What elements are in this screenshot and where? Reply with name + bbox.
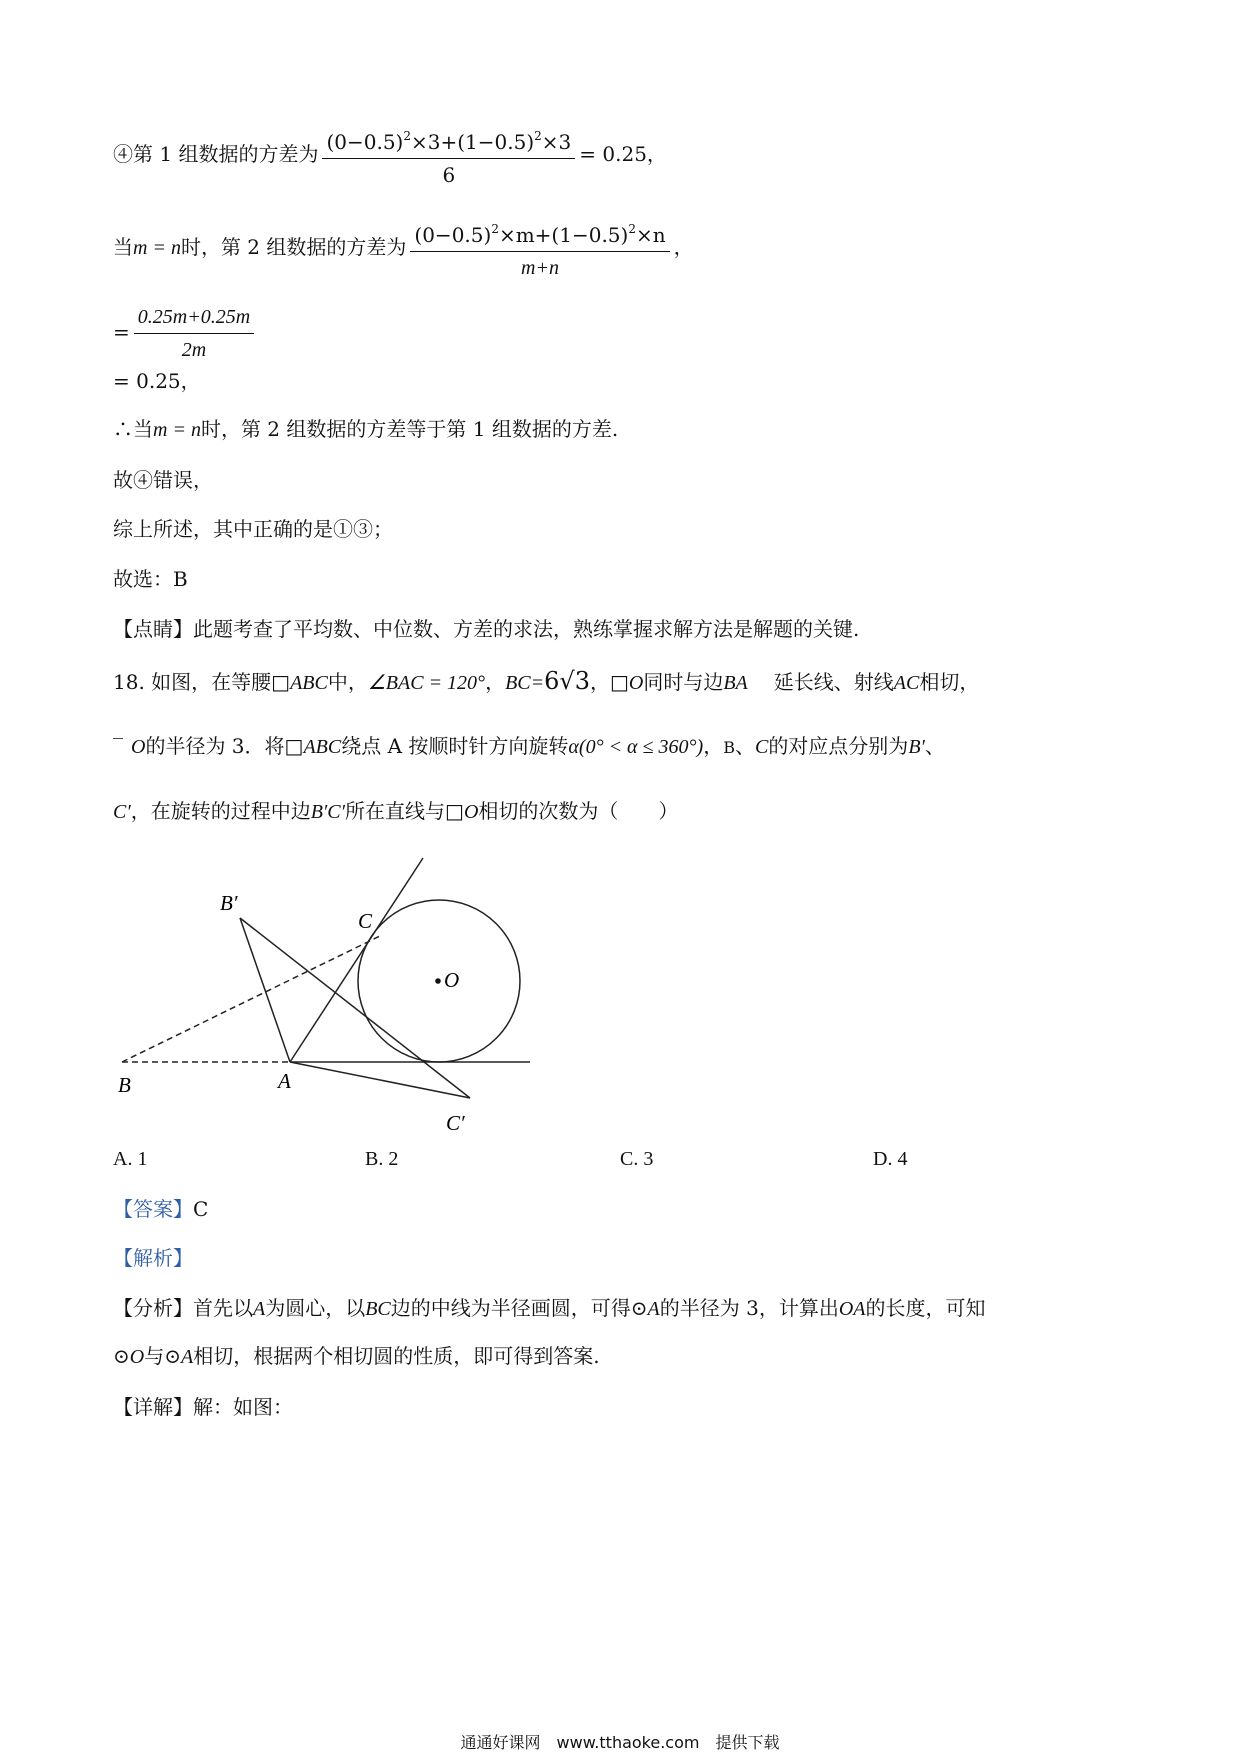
comment-line: 【点睛】此题考查了平均数、中位数、方差的求法，熟练掌握求解方法是解题的关键.: [113, 617, 860, 641]
detailed-solution-line: 【详解】解：如图：: [113, 1395, 293, 1419]
label-a: A: [278, 1069, 291, 1093]
segment-bp-cp: [240, 918, 470, 1098]
analysis-tag-line: 【解析】: [113, 1246, 193, 1270]
label-b-prime: B′: [220, 891, 238, 915]
question-18-line-1: 18. 如图，在等腰□ABC中，∠BAC = 120°，BC=6√3，□O同时与边BA 延长线、射线AC相切，: [113, 667, 980, 695]
page-footer: 通通好课网 www.tthaoke.com 提供下载: [460, 1733, 780, 1752]
variance-line-2: 当m = n时，第 2 组数据的方差为 $\frac{(0-0.5)^2\times m+(1-0.5)^2\times n}{m+n}$ ，: [113, 215, 694, 282]
label-o: O: [444, 968, 460, 992]
variance-line-1: ④第 1 组数据的方差为 $\frac{(0-0.5)^2\times 3+(1-0.5)^2\times 3}{6}$ = 0.25，: [113, 122, 667, 189]
conclusion-line: ∴当m = n时，第 2 组数据的方差等于第 1 组数据的方差.: [113, 417, 619, 441]
ray-ac: [290, 858, 423, 1062]
answer-line: [113, 1195, 208, 1223]
fraction: $\frac{0.25m+0.25m}{2m}$: [134, 303, 254, 364]
option-d: D. 4: [873, 1148, 908, 1170]
answer-tag: 【答案】: [113, 1197, 193, 1221]
fenxi-line-2: ⊙O与⊙A相切，根据两个相切圆的性质，即可得到答案.: [113, 1344, 600, 1368]
label-b: B: [118, 1073, 131, 1097]
variance-line-3: = $\frac{0.25m+0.25m}{2m}$: [113, 303, 258, 364]
option-c: C. 3: [620, 1148, 654, 1170]
option-a: A. 1: [113, 1148, 148, 1170]
geometry-figure: [100, 850, 550, 1140]
choice-line: 故选：B: [113, 567, 188, 591]
option-b: B. 2: [365, 1148, 399, 1170]
answer-value: C: [193, 1197, 209, 1221]
fraction: $\frac{(0-0.5)^2\times 3+(1-0.5)^2\times 3}{6}$: [322, 122, 575, 189]
question-18-line-3: C′，在旋转的过程中边B′C′所在直线与□O相切的次数为（ ）: [113, 799, 679, 823]
wrong-statement: 故④错误，: [113, 468, 213, 492]
summary-line: 综上所述，其中正确的是①③；: [113, 517, 393, 541]
fraction: $\frac{(0-0.5)^2\times m+(1-0.5)^2\times n}{m+n}$: [410, 215, 669, 282]
question-18-line-2: ‾ O的半径为 3．将□ABC绕点 A 按顺时针方向旋转α(0° < α ≤ 360°)，B、C的对应点分别为B′、: [113, 734, 945, 758]
fenxi-line-1: 【分析】首先以A为圆心，以BC边的中线为半径画圆，可得⊙A的半径为 3，计算出OA的长度，可知: [113, 1296, 986, 1320]
label-c: C: [358, 909, 373, 933]
label-c-prime: C′: [446, 1111, 465, 1135]
segment-a-cp: [290, 1062, 470, 1098]
variance-line-4: = 0.25，: [113, 369, 201, 393]
text: ④第 1 组数据的方差为: [113, 142, 319, 166]
segment-bp-a: [240, 918, 290, 1062]
center-o-dot: [435, 978, 441, 984]
